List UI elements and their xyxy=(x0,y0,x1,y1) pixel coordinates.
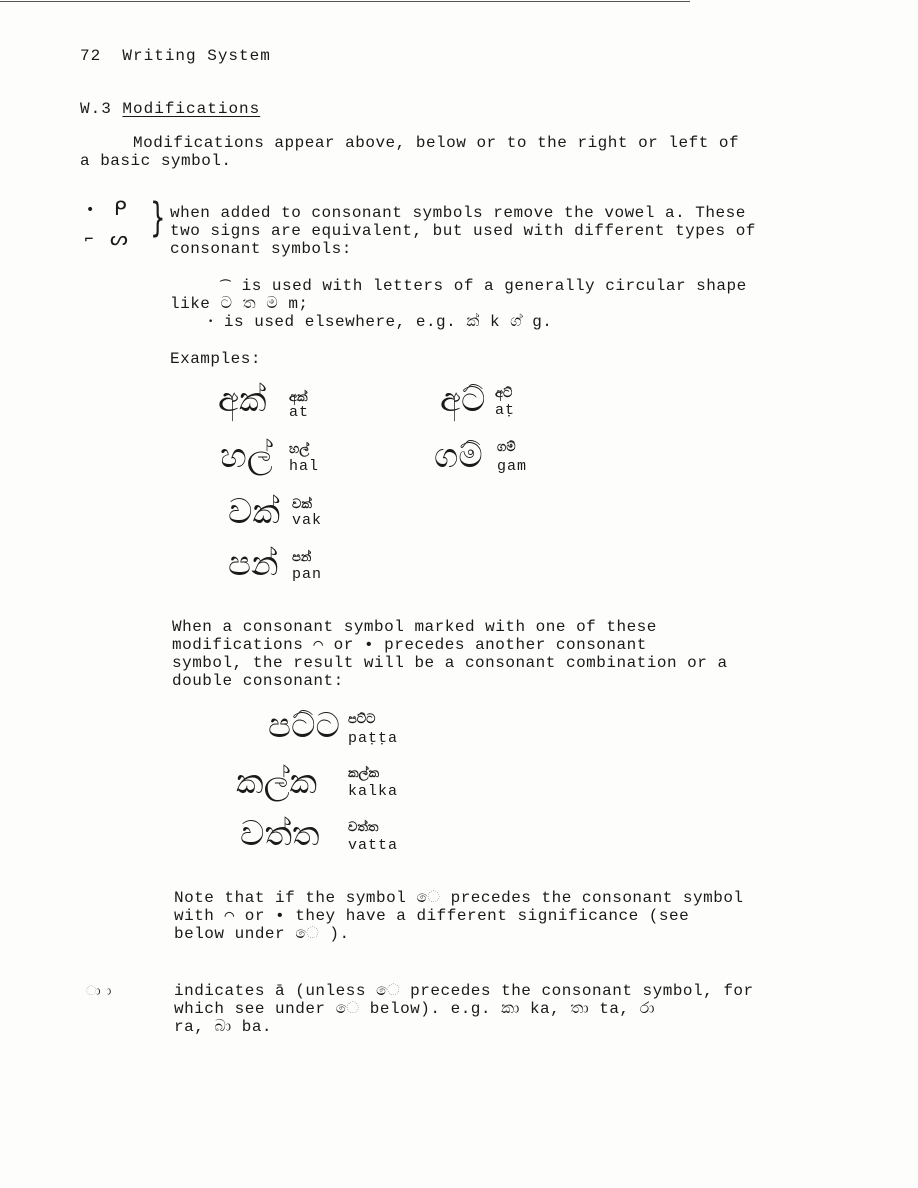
example-translit: gam xyxy=(497,458,528,475)
section-number: W.3 xyxy=(80,100,112,118)
combination-big-glyph: පට්ට xyxy=(268,706,340,746)
dot-mark: • xyxy=(208,317,214,327)
combination-small-glyph: කල්ක xyxy=(348,766,380,781)
combination-line-4: double consonant: xyxy=(172,672,344,690)
virama-dot-sign: • xyxy=(86,202,95,218)
combination-big-glyph: වත්ත xyxy=(240,814,320,854)
example-small-glyph: පන් xyxy=(292,550,312,565)
combination-line-2: modifications ⌒ or • precedes another consonant xyxy=(172,636,647,654)
section-heading xyxy=(80,100,260,118)
note-line-1: Note that if the symbol ෙ precedes the consonant symbol xyxy=(174,889,744,907)
example-big-glyph: ගම් xyxy=(434,436,483,476)
example-small-glyph: හල් xyxy=(289,442,310,457)
example-big-glyph: පන් xyxy=(228,544,279,584)
note-line-3: below under ෙ ). xyxy=(174,925,350,943)
example-translit: hal xyxy=(289,458,320,475)
example-translit: aṭ xyxy=(495,402,516,419)
example-translit: pan xyxy=(292,566,323,583)
aa-line-1: indicates ā (unless ෙ precedes the consonant symbol, for xyxy=(174,982,754,1000)
virama-brace: } xyxy=(150,195,166,241)
virama-curl-sign: ᔕ xyxy=(110,226,128,250)
combination-translit: vatta xyxy=(348,837,399,854)
section-title: Modifications xyxy=(122,100,261,118)
aa-signs: ා ා xyxy=(86,984,112,999)
intro-line-1: Modifications appear above, below or to the right or left of xyxy=(133,134,740,152)
example-small-glyph: ගම් xyxy=(497,440,516,455)
page-number: 72 xyxy=(80,47,102,65)
example-small-glyph: වක් xyxy=(292,497,312,512)
virama-use-3-text: is used elsewhere, e.g. ක් k ග් g. xyxy=(213,313,553,331)
example-small-glyph: අට් xyxy=(495,386,513,401)
combination-small-glyph: පට්ට xyxy=(348,712,376,727)
example-translit: at xyxy=(289,404,310,421)
virama-hook-sign: ⌐ xyxy=(84,232,95,246)
example-big-glyph: හල් xyxy=(220,436,273,476)
virama-use-1 xyxy=(220,277,747,295)
combination-translit: kalka xyxy=(348,783,399,800)
hook-mark: ⌒ xyxy=(220,279,232,292)
running-header xyxy=(80,47,271,65)
virama-line-2: two signs are equivalent, but used with different types of xyxy=(170,222,756,240)
examples-label: Examples: xyxy=(170,350,261,368)
aa-line-2: which see under ෙ below). e.g. කා ka, තා ta, රා xyxy=(174,1000,656,1018)
virama-use-1-text: is used with letters of a generally circular shape xyxy=(231,277,747,295)
note-line-2: with ⌒ or • they have a different significance (see xyxy=(174,907,690,925)
top-rule xyxy=(0,1,690,2)
virama-line-3: consonant symbols: xyxy=(170,240,352,258)
example-translit: vak xyxy=(292,512,323,529)
example-big-glyph: අක් xyxy=(218,380,267,420)
example-big-glyph: අට් xyxy=(440,380,486,420)
intro-line-2: a basic symbol. xyxy=(80,152,232,170)
example-small-glyph: අක් xyxy=(289,390,308,405)
combination-line-1: When a consonant symbol marked with one of these xyxy=(172,618,657,636)
running-title: Writing System xyxy=(122,47,271,65)
combination-line-3: symbol, the result will be a consonant combination or a xyxy=(172,654,728,672)
aa-line-3: ra, බා ba. xyxy=(174,1018,273,1036)
virama-line-1: when added to consonant symbols remove the vowel a. These xyxy=(170,204,746,222)
combination-translit: paṭṭa xyxy=(348,730,399,747)
combination-small-glyph: වත්ත xyxy=(348,820,379,835)
combination-big-glyph: කල්ක xyxy=(236,762,318,802)
example-big-glyph: වක් xyxy=(228,492,281,532)
virama-use-2: like ට ත ම m; xyxy=(170,295,309,313)
virama-p-sign: ᑭ xyxy=(114,196,127,220)
virama-use-3 xyxy=(208,313,552,331)
